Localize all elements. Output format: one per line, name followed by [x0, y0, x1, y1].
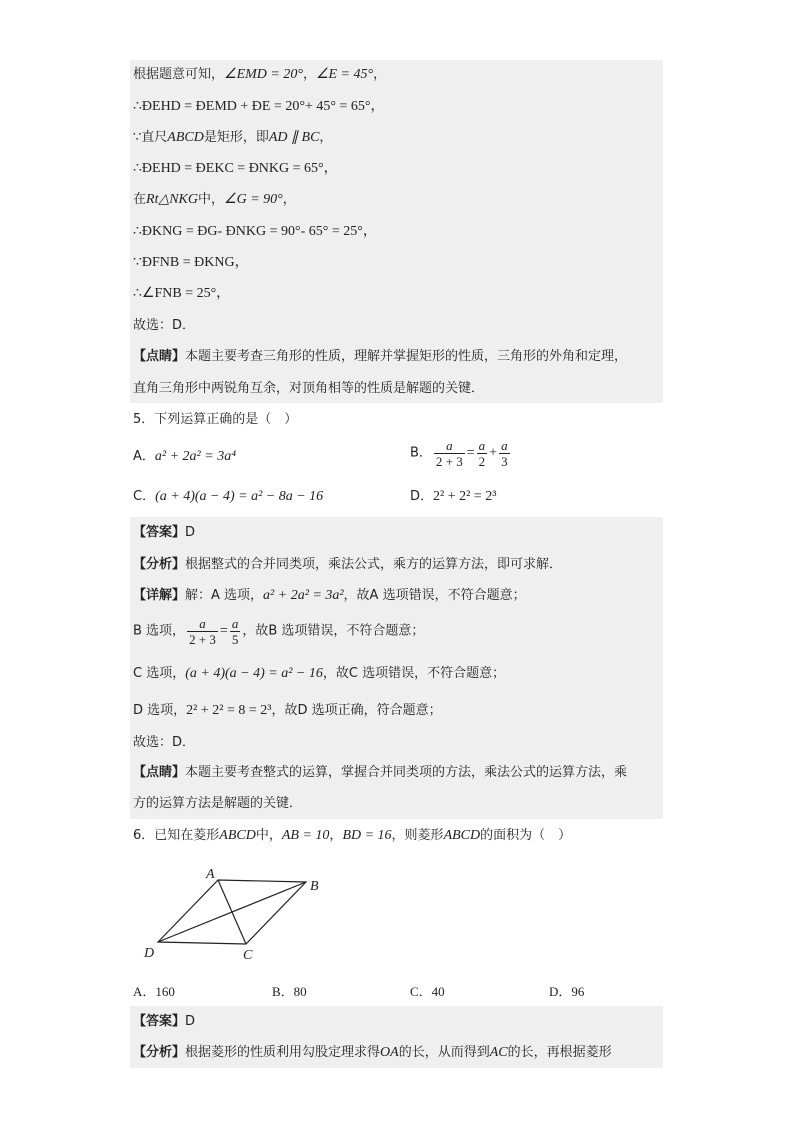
q6-option-a: A．160 [133, 984, 175, 999]
sol4-choose: 故选：D． [133, 318, 196, 333]
sol4-line-6: ∴ĐKNG = ĐG- ĐNKG = 90°- 65° = 25°， [133, 224, 377, 239]
q6-answer: 【答案】D [133, 1014, 196, 1029]
q5-choose: 故选：D． [133, 735, 196, 750]
q5-option-a: A．a² + 2a² = 3a⁴ [133, 449, 237, 464]
q6-option-b: B．80 [272, 984, 307, 999]
angle-emd: ∠EMD = 20° [224, 67, 303, 82]
q6-analysis: 【分析】根据菱形的性质利用勾股定理求得OA的长，从而得到AC的长，再根据菱形 [133, 1045, 612, 1060]
rhombus-figure [140, 862, 330, 966]
q5-option-d: D．2² + 2² = 2³ [410, 489, 497, 504]
q6-option-c: C．40 [410, 984, 445, 999]
q5-answer: 【答案】D [133, 525, 196, 540]
q6-option-d: D．96 [549, 984, 585, 999]
vertex-label-a: A [206, 867, 215, 882]
q5-detail-a: 【详解】解：A 选项，a² + 2a² = 3a²，故A 选项错误，不符合题意； [133, 588, 526, 603]
sol4-line-4: ∴ĐEHD = ĐEKC = ĐNKG = 65°， [133, 161, 338, 176]
q5-remark-cont: 方的运算方法是解题的关键． [133, 796, 303, 811]
sol4-line-3: ∵直尺ABCD是矩形，即AD ∥ BC， [133, 130, 333, 145]
sol4-line-5: 在Rt△NKG中，∠G = 90°， [133, 192, 296, 207]
q5-remark: 【点睛】本题主要考查整式的运算，掌握合并同类项的方法，乘法公式的运算方法，乘 [133, 765, 628, 780]
sol4-line-7: ∵ĐFNB = ĐKNG， [133, 255, 249, 270]
q5-detail-d: D 选项，2² + 2² = 8 = 2³，故D 选项正确，符合题意； [133, 703, 442, 718]
q5-stem: 5．下列运算正确的是（ ） [133, 412, 298, 427]
sol4-line-1: 根据题意可知，∠EMD = 20°，∠E = 45°， [133, 67, 387, 82]
vertex-label-b: B [310, 879, 319, 894]
sol4-line-8: ∴∠FNB = 25°， [133, 286, 231, 301]
vertex-label-c: C [243, 948, 253, 963]
sol4-remark: 【点睛】本题主要考查三角形的性质，理解并掌握矩形的性质，三角形的外角和定理， [133, 349, 628, 364]
q5-detail-c: C 选项，(a + 4)(a − 4) = a² − 16，故C 选项错误，不符合题意； [133, 666, 506, 681]
sol4-line-2: ∴ĐEHD = ĐEMD + ĐE = 20°+ 45° = 65°， [133, 99, 385, 114]
q5-detail-b: B 选项， $\frac{a}{2 + 3}$ = $\frac{a}{5}$ ，故B 选项错误，不符合题意； [133, 616, 425, 647]
q6-stem: 6．已知在菱形ABCD中，AB = 10，BD = 16，则菱形ABCD的面积为（ ） [133, 828, 572, 843]
q5-analysis: 【分析】根据整式的合并同类项，乘法公式，乘方的运算方法，即可求解． [133, 557, 563, 572]
q5-option-c: C．(a + 4)(a − 4) = a² − 8a − 16 [133, 489, 324, 504]
diagonal-bd [158, 882, 306, 942]
q5-b-fraction: $\frac{a}{2 + 3}$ [435, 438, 463, 469]
q5-option-b: B． $\frac{a}{2 + 3}$ = $\frac{a}{2}$ + $\frac{a}{3}$ [410, 438, 508, 469]
sol4-remark-cont: 直角三角形中两锐角互余，对顶角相等的性质是解题的关键． [133, 381, 485, 396]
angle-e: ∠E = 45° [315, 67, 374, 82]
vertex-label-d: D [144, 946, 155, 961]
